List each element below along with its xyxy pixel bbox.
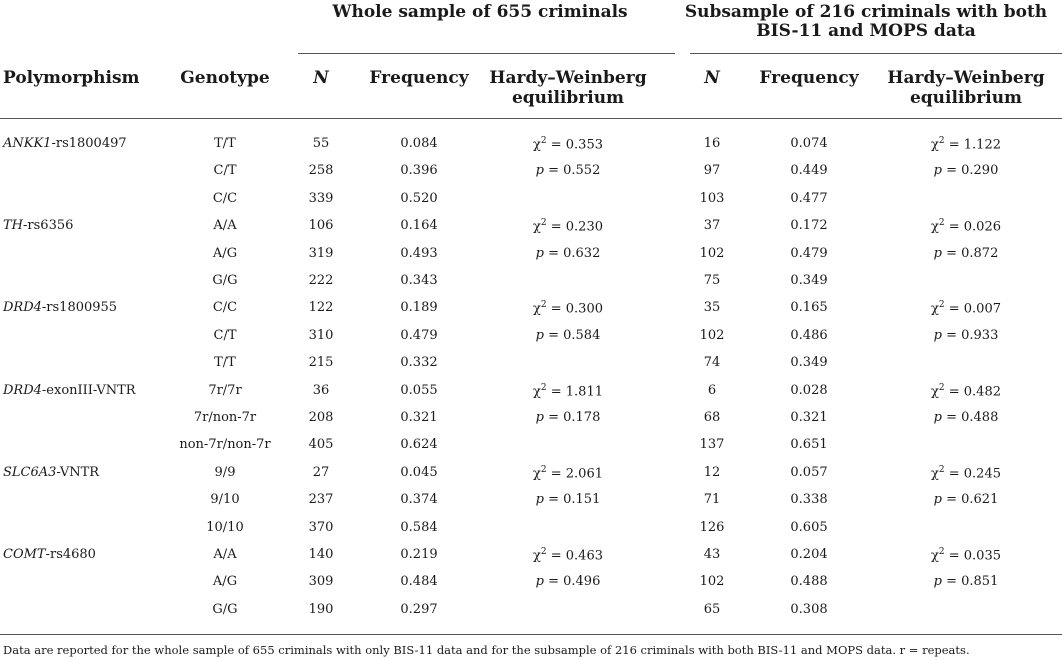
cell-n1: 36 bbox=[312, 382, 330, 398]
variant-suffix: -VNTR bbox=[56, 464, 100, 480]
cell-h1: p = 0.552 bbox=[535, 163, 601, 179]
cell-n1: 339 bbox=[308, 190, 334, 206]
cell-h1: p = 0.151 bbox=[535, 492, 601, 508]
cell-f1: 0.624 bbox=[400, 437, 438, 453]
cell-n2: 71 bbox=[703, 492, 721, 508]
col-header-frequency-subsample: Frequency bbox=[759, 68, 859, 88]
cell-n1: 222 bbox=[308, 273, 334, 288]
table-footnote: Data are reported for the whole sample of 655 criminals with only BIS-11 data and for the subsample of 216 criminals with both BIS-11 and MOPS data. r = repeats. bbox=[3, 643, 970, 657]
cell-f2: 0.605 bbox=[790, 519, 828, 535]
cell-f2: 0.479 bbox=[790, 245, 828, 261]
polymorphism-name bbox=[3, 300, 117, 315]
cell-f2: 0.172 bbox=[790, 218, 828, 234]
cell-n1: 122 bbox=[308, 300, 334, 316]
cell-n1: 106 bbox=[308, 218, 334, 234]
cell-h1: p = 0.496 bbox=[535, 574, 601, 590]
cell-h2: $\chi^2 = 0.482$ bbox=[931, 382, 1001, 399]
col-header-hwe-subsample-line1: Hardy–Weinberg bbox=[887, 68, 1045, 88]
polymorphism-name bbox=[3, 465, 99, 480]
cell-f2: 0.308 bbox=[790, 601, 828, 617]
gene-symbol: TH bbox=[3, 218, 24, 234]
cell-genotype: non-7r/non-7r bbox=[179, 437, 271, 453]
cell-f1: 0.045 bbox=[400, 464, 438, 480]
gene-symbol: COMT bbox=[3, 547, 46, 562]
cell-f2: 0.057 bbox=[790, 464, 828, 480]
cell-f2: 0.321 bbox=[790, 410, 828, 425]
cell-f1: 0.396 bbox=[400, 163, 438, 179]
cell-f1: 0.321 bbox=[400, 410, 438, 425]
cell-n2: 43 bbox=[703, 547, 721, 562]
cell-genotype: C/C bbox=[212, 190, 238, 206]
cell-h2: $\chi^2 = 1.122$ bbox=[931, 136, 1001, 153]
cell-genotype: C/T bbox=[213, 163, 237, 179]
cell-h1: p = 0.178 bbox=[535, 410, 601, 425]
group-title-subsample-line2: BIS-11 and MOPS data bbox=[756, 21, 976, 41]
polymorphism-name bbox=[3, 383, 136, 398]
col-header-polymorphism: Polymorphism bbox=[3, 68, 140, 88]
cell-f1: 0.164 bbox=[400, 218, 438, 234]
cell-f1: 0.219 bbox=[400, 547, 438, 562]
cell-n2: 97 bbox=[703, 163, 721, 179]
cell-n2: 12 bbox=[703, 464, 721, 480]
cell-n2: 65 bbox=[703, 601, 721, 617]
cell-h1: p = 0.584 bbox=[535, 327, 601, 343]
cell-f1: 0.493 bbox=[400, 245, 438, 261]
group-title-subsample-line1: Subsample of 216 criminals with both bbox=[684, 2, 1048, 22]
gene-symbol: SLC6A3 bbox=[3, 464, 57, 480]
cell-h2: $\chi^2 = 0.245$ bbox=[931, 464, 1001, 482]
table-bottom-rule bbox=[0, 634, 1062, 635]
cell-f2: 0.449 bbox=[790, 163, 828, 179]
cell-f2: 0.165 bbox=[790, 300, 828, 316]
cell-n1: 319 bbox=[308, 245, 334, 261]
cell-f1: 0.484 bbox=[400, 574, 438, 590]
cell-n2: 37 bbox=[703, 218, 721, 234]
cell-h1: $\chi^2 = 0.230$ bbox=[533, 218, 603, 235]
cell-h2: $\chi^2 = 0.035$ bbox=[931, 547, 1001, 564]
cell-genotype: 9/10 bbox=[210, 492, 240, 508]
group-title-whole-sample: Whole sample of 655 criminals bbox=[332, 2, 628, 22]
cell-n1: 55 bbox=[312, 136, 330, 151]
cell-f2: 0.338 bbox=[790, 492, 828, 508]
cell-f1: 0.084 bbox=[400, 136, 438, 151]
cell-h1: $\chi^2 = 0.463$ bbox=[533, 547, 603, 564]
cell-f2: 0.074 bbox=[790, 136, 828, 151]
cell-genotype: A/G bbox=[212, 574, 238, 590]
cell-n1: 215 bbox=[308, 355, 334, 371]
gene-symbol: DRD4 bbox=[3, 300, 42, 316]
cell-f2: 0.651 bbox=[790, 437, 828, 453]
cell-genotype: 7r/non-7r bbox=[193, 410, 257, 425]
cell-h2: p = 0.872 bbox=[933, 245, 999, 261]
col-header-hwe-whole-line2: equilibrium bbox=[511, 88, 625, 108]
cell-n2: 103 bbox=[699, 190, 725, 206]
cell-f1: 0.520 bbox=[400, 190, 438, 206]
cell-n1: 237 bbox=[308, 492, 334, 508]
cell-h2: p = 0.851 bbox=[933, 574, 999, 590]
cell-f1: 0.055 bbox=[400, 382, 438, 398]
cell-genotype: T/T bbox=[214, 136, 236, 151]
cell-f1: 0.584 bbox=[400, 519, 438, 535]
cell-h1: $\chi^2 = 2.061$ bbox=[533, 464, 603, 482]
col-header-hwe-subsample-line2: equilibrium bbox=[909, 88, 1023, 108]
cell-f1: 0.297 bbox=[400, 601, 438, 617]
cell-genotype: A/A bbox=[213, 547, 237, 562]
cell-genotype: 9/9 bbox=[214, 464, 236, 480]
variant-suffix: -exonIII-VNTR bbox=[41, 382, 136, 398]
cell-f1: 0.332 bbox=[400, 355, 438, 371]
cell-h2: p = 0.621 bbox=[933, 492, 999, 508]
variant-suffix: -rs1800955 bbox=[41, 300, 118, 316]
gene-symbol: ANKK1 bbox=[3, 136, 52, 151]
cell-f2: 0.349 bbox=[790, 355, 828, 371]
cell-f2: 0.204 bbox=[790, 547, 828, 562]
cell-n1: 370 bbox=[308, 519, 334, 535]
cell-f1: 0.343 bbox=[400, 273, 438, 288]
cell-f2: 0.486 bbox=[790, 327, 828, 343]
cell-f1: 0.189 bbox=[400, 300, 438, 316]
variant-suffix: -rs6356 bbox=[23, 218, 74, 234]
col-header-frequency-whole: Frequency bbox=[369, 68, 469, 88]
cell-genotype: C/T bbox=[213, 327, 237, 343]
variant-suffix: -rs1800497 bbox=[51, 136, 127, 151]
cell-genotype: 7r/7r bbox=[208, 382, 242, 398]
polymorphism-name bbox=[3, 547, 96, 562]
cell-genotype: G/G bbox=[212, 601, 238, 617]
col-header-n-subsample: N bbox=[704, 68, 720, 88]
cell-n2: 68 bbox=[703, 410, 721, 425]
cell-n2: 75 bbox=[703, 273, 721, 288]
cell-h2: p = 0.488 bbox=[933, 410, 999, 425]
cell-h2: $\chi^2 = 0.026$ bbox=[931, 218, 1001, 235]
cell-n2: 126 bbox=[699, 519, 725, 535]
cell-n1: 309 bbox=[308, 574, 334, 590]
cell-n1: 190 bbox=[308, 601, 334, 617]
cell-f1: 0.479 bbox=[400, 327, 438, 343]
cell-f2: 0.349 bbox=[790, 273, 828, 288]
cell-f2: 0.488 bbox=[790, 574, 828, 590]
cell-genotype: T/T bbox=[214, 355, 236, 371]
cell-f2: 0.028 bbox=[790, 382, 828, 398]
cell-h1: $\chi^2 = 1.811$ bbox=[533, 382, 603, 399]
cell-h2: p = 0.290 bbox=[933, 163, 999, 179]
gene-symbol: DRD4 bbox=[3, 382, 42, 398]
cell-genotype: A/G bbox=[212, 245, 238, 261]
cell-genotype: 10/10 bbox=[206, 519, 244, 535]
cell-n1: 258 bbox=[308, 163, 334, 179]
cell-genotype: A/A bbox=[213, 218, 237, 234]
cell-n2: 6 bbox=[707, 382, 717, 398]
cell-h1: p = 0.632 bbox=[535, 245, 601, 261]
cell-n2: 137 bbox=[699, 437, 725, 453]
cell-n2: 102 bbox=[699, 327, 725, 343]
cell-n1: 310 bbox=[308, 327, 334, 343]
cell-n2: 16 bbox=[703, 136, 721, 151]
col-header-hwe-whole-line1: Hardy–Weinberg bbox=[489, 68, 647, 88]
cell-n2: 35 bbox=[703, 300, 721, 316]
cell-n2: 102 bbox=[699, 245, 725, 261]
cell-f2: 0.477 bbox=[790, 190, 828, 206]
cell-n1: 405 bbox=[308, 437, 334, 453]
cell-n1: 27 bbox=[312, 464, 330, 480]
cell-genotype: G/G bbox=[212, 273, 238, 288]
cell-n1: 208 bbox=[308, 410, 334, 425]
polymorphism-name bbox=[3, 218, 73, 233]
col-header-n-whole: N bbox=[313, 68, 329, 88]
header-bottom-rule bbox=[0, 118, 1062, 119]
polymorphism-name bbox=[3, 136, 127, 151]
cell-n1: 140 bbox=[308, 547, 334, 562]
cell-h2: $\chi^2 = 0.007$ bbox=[931, 300, 1001, 317]
group-rule-whole-sample bbox=[298, 53, 675, 54]
cell-h1: $\chi^2 = 0.353$ bbox=[533, 136, 603, 153]
cell-h1: $\chi^2 = 0.300$ bbox=[533, 300, 603, 317]
group-rule-subsample bbox=[690, 53, 1062, 54]
cell-h2: p = 0.933 bbox=[933, 327, 999, 343]
cell-n2: 74 bbox=[703, 355, 721, 371]
cell-f1: 0.374 bbox=[400, 492, 438, 508]
cell-n2: 102 bbox=[699, 574, 725, 590]
variant-suffix: -rs4680 bbox=[45, 547, 96, 562]
col-header-genotype: Genotype bbox=[180, 68, 270, 88]
cell-genotype: C/C bbox=[212, 300, 238, 316]
